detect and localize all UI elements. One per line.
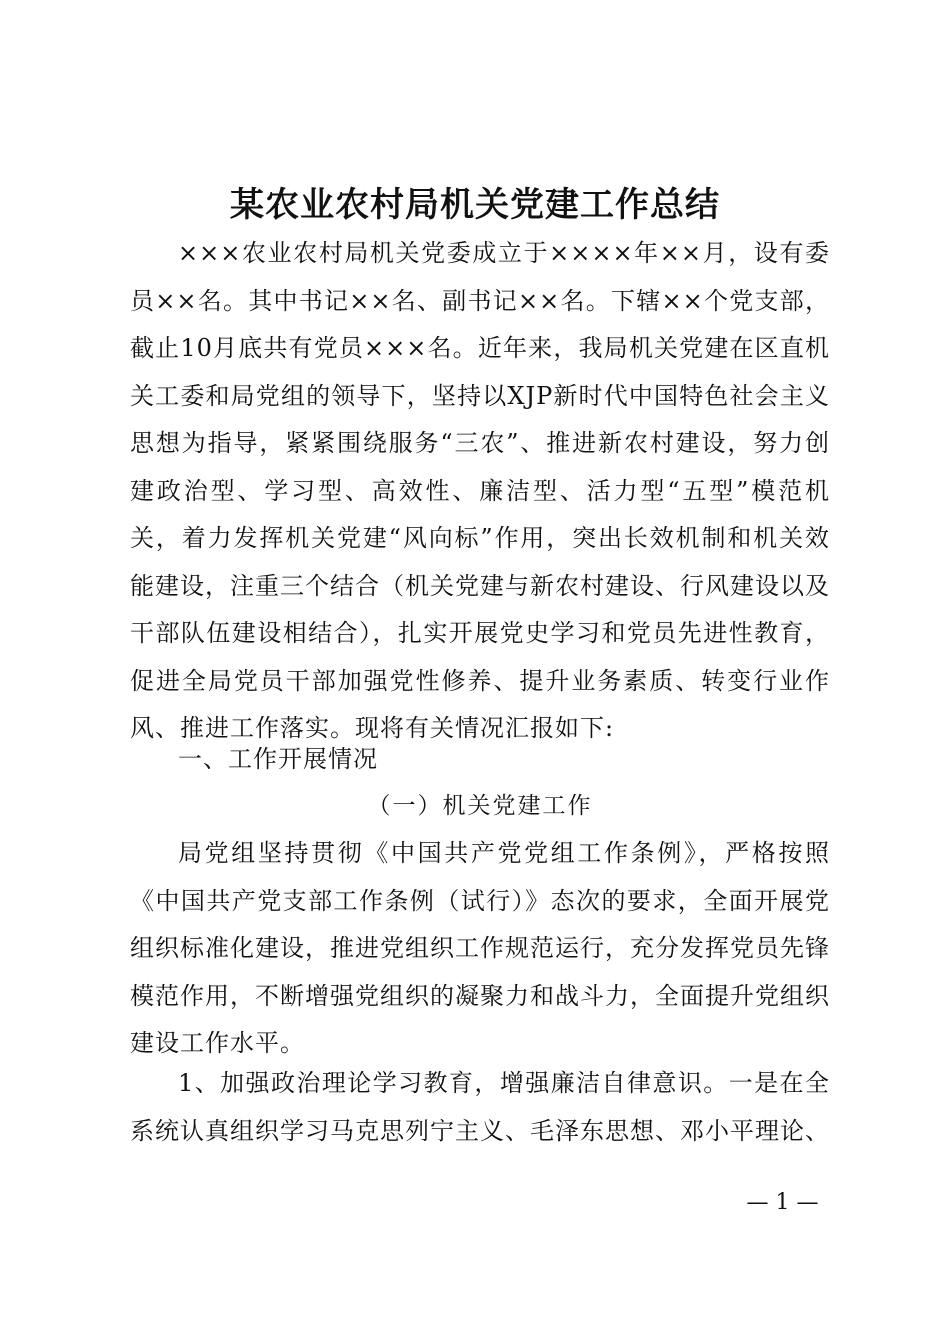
subsection-heading-1: （一）机关党建工作 — [367, 793, 593, 819]
section-heading-1: 一、工作开展情况 — [178, 745, 378, 773]
page-number: — 1 — — [746, 1190, 819, 1215]
intro-paragraph: ×××农业农村局机关党委成立于××××年××月，设有委员××名。其中书记××名、副书记××名。下辖××个党支部，截止10月底共有党员×××名。近年来，我局机关党建在区直机关工委和局党组的领导下，坚持以XJP新时代中国特色社会主义思想为指导，紧紧围绕服务“三农”、推进新农村建设，努力创建政治型、学习型、高效性、廉洁型、活力型“五型”模范机关，着力发挥机关党建“风向标”作用，突出长效机制和机关效能建设，注重三个结合（机关党建与新农村建设、行风建设以及干部队伍建设相结合），扎实开展党史学习和党员先进性教育，促进全局党员干部加强党性修养、提升业务素质、转变行业作风、推进工作落实。现将有关情况汇报如下: — [130, 239, 830, 742]
document-title: 某农业农村局机关党建工作总结 — [230, 185, 720, 225]
item1-paragraph: 1、加强政治理论学习教育，增强廉洁自律意识。一是在全系统认真组织学习马克思列宁主义、毛泽东思想、邓小平理论、 — [130, 1069, 830, 1145]
section1-paragraph: 局党组坚持贯彻《中国共产党党组工作条例》，严格按照《中国共产党支部工作条例（试行）》态次的要求，全面开展党组织标准化建设，推进党组织工作规范运行，充分发挥党员先锋模范作用，不断增强党组织的凝聚力和战斗力，全面提升党组织建设工作水平。 — [130, 839, 830, 1057]
